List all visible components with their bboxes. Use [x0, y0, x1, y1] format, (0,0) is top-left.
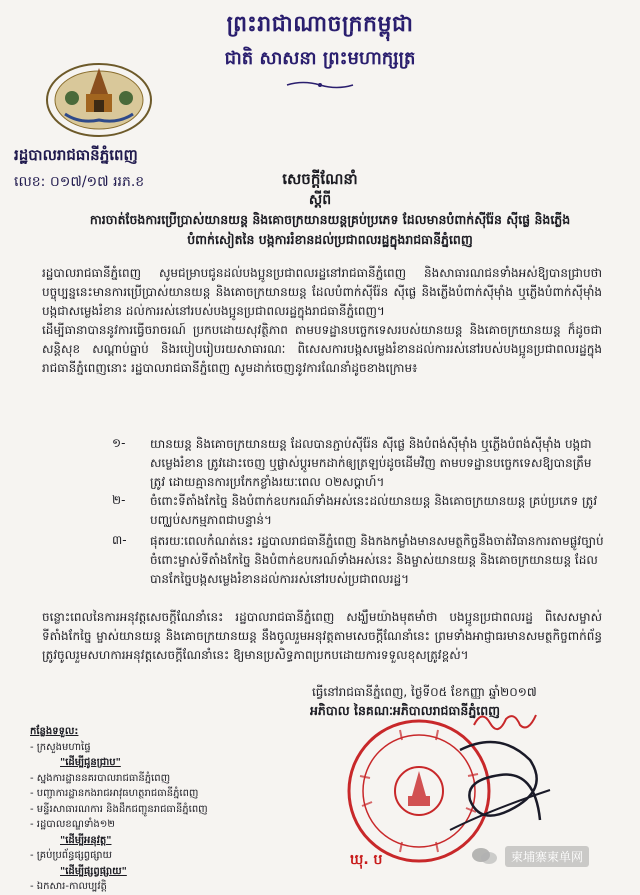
ornament-divider: [285, 80, 355, 90]
national-motto: ជាតិ សាសនា ព្រះមហាក្សត្រ: [224, 48, 416, 69]
body-paragraph-2: ដើម្បីធានាបាននូវការធ្វើចរាចរណ៍ ប្រកបដោយសុវត្ថិភាព តាមបទដ្ឋានបច្ចេកទេសរបស់យានយន្ដ និងគោចក្រយានយន្ដ ក៏ដូចជា សន្ដិសុខ សណ្ដាប់ធ្នាប់ និងរបៀបរៀបរយសាធារណៈ ពិសេសការបង្កសម្លេងរំខានដល់ការរស់នៅរបស់បងប្អូនប្រជាពលរដ្ឋក្នុងរាជធានីភ្នំពេញនោះ រដ្ឋបាលរាជធានីភ្នំពេញ សូមដាក់ចេញនូវការណែនាំដូចខាងក្រោម៖: [42, 323, 602, 375]
handwritten-signature-icon: [440, 730, 560, 840]
recipient-purpose: "ដើម្បីផ្សព្វផ្សាយ": [60, 865, 127, 877]
document-type: សេចក្ដីណែនាំ: [282, 170, 358, 188]
instruction-item: ចំពោះទីតាំងកែច្នៃ និងបំពាក់ឧបករណ៍ទាំងអស់នេះដល់យានយន្ដ និងគោចក្រយានយន្ដ គ្រប់ប្រភេទ ត្រូវបញ្ឈប់សកម្មភាពជាបន្ទាន់។: [150, 494, 598, 527]
recipient-line: - ក្រសួងមហាផ្ទៃ: [30, 741, 91, 753]
item-number: ១-: [112, 436, 126, 450]
instruction-item: ផុតរយៈពេលកំណត់នេះ រដ្ឋបាលរាជធានីភ្នំពេញ និងកងកម្លាំងមានសមត្ថកិច្ចនឹងចាត់វិធានការតាមផ្លូវច្បាប់ ចំពោះម្ចាស់ទីតាំងកែច្នៃ និងបំពាក់ឧបករណ៍ទាំងអស់នេះ និងម្ចាស់យានយន្ដ និងគោចក្រយានយន្ដ ដែលបានកែច្នៃបង្កសម្លេងរំខានដល់ការរស់នៅរបស់ប្រជាពលរដ្ឋ។: [150, 534, 604, 586]
phnom-penh-emblem-icon: [40, 58, 158, 140]
recipients-heading: កន្លែងទទួល:: [30, 726, 79, 737]
item-number: ២-: [112, 493, 126, 507]
watermark-label: 柬埔寨柬单网: [505, 846, 589, 867]
recipient-line: - ស្នងការដ្ឋាននគរបាលរាជធានីភ្នំពេញ: [30, 772, 171, 784]
body-paragraph-1: រដ្ឋបាលរាជធានីភ្នំពេញ សូមជម្រាបជូនដល់បងប្អូនប្រជាពលរដ្ឋនៅរាជធានីភ្នំពេញ និងសាធារណជនទាំងអស់ឱ្យបានជ្រាបថា បច្ចុប្បន្ននេះមានការប្រើប្រាស់យានយន្ដ និងគោចក្រយានយន្ដ ដែលបំពាក់ស៊ីរ៉ែន ស៊ីផ្លេ និងភ្លើងបំពាក់ស៊ីម៉ាំង ឬភ្លើងបំពាក់ស៊ីម៉ាំង បង្កជាសម្លេងរំខាន ដល់ការរស់នៅរបស់បងប្អូនប្រជាពលរដ្ឋក្នុងរាជធានីភ្នំពេញ។: [42, 266, 602, 318]
place-and-date: ធ្វើនៅរាជធានីភ្នំពេញ, ថ្ងៃទី០៥ ខែកញ្ញា ឆ្នាំ២០១៧: [312, 685, 537, 699]
reference-number: លេខ: ០១៧/១៧ ររភ.ខ: [14, 174, 145, 190]
recipients-list: [30, 724, 260, 895]
document-subject: ការចាត់ចែងការប្រើប្រាស់យានយន្ដ និងគោចក្រយានយន្ដគ្រប់ប្រភេទ ដែលមានបំពាក់ស៊ីរ៉ែន ស៊ីផ្លេ និងភ្លើងបំពាក់សៀតនៃ បង្កការរំខានដល់ប្រជាពលរដ្ឋក្នុងរាជធានីភ្នំពេញ: [89, 212, 571, 247]
recipient-purpose: "ដើម្បីជូនជ្រាប": [60, 757, 121, 768]
body-paragraph-3: ចន្លោះពេលនៃការអនុវត្តសេចក្ដីណែនាំនេះ រដ្ឋបាលរាជធានីភ្នំពេញ សង្ឃឹមយ៉ាងមុតមាំថា បងប្អូនប្រជាពលរដ្ឋ ពិសេសម្ចាស់ទីតាំងកែច្នៃ ម្ចាស់យានយន្ដ និងគោចក្រយានយន្ដ នឹងចូលរួមអនុវត្តតាមសេចក្ដីណែនាំនេះ ព្រមទាំងអាជ្ញាធរមានសមត្ថកិច្ចពាក់ព័ន្ធត្រូវចូលរួមសហការអនុវត្តសេចក្ដីណែនាំនេះ ឱ្យមានប្រសិទ្ធភាពប្រកបដោយការទទួលខុសត្រូវខ្ពស់។: [42, 610, 602, 662]
recipient-line: - គ្រប់ប្រព័ន្ធផ្សព្វផ្សាយ: [30, 850, 113, 861]
item-number: ៣-: [112, 533, 127, 547]
issuer-name: រដ្ឋបាលរាជធានីភ្នំពេញ: [14, 146, 138, 164]
instruction-item: យានយន្ដ និងគោចក្រយានយន្ដ ដែលបានភ្ជាប់ស៊ីរ៉ែន ស៊ីផ្លេ និងបំពង់ស៊ីម៉ាំង ឬភ្លើងបំពង់ស៊ីម៉ាំង បង្កជាសម្លេងរំខាន ត្រូវដោះចេញ ឬផ្លាស់ប្ដូរមកដាក់ឲ្យត្រឡប់ដូចដើមវិញ តាមបទដ្ឋានបច្ចេកទេសឱ្យបានត្រឹមត្រូវ ដោយគ្មានការប្រកែកខ្លាំងរយៈពេល ០២សប្ដាហ៍។: [150, 437, 592, 489]
recipient-line: - រដ្ឋបាលខណ្ឌទាំង១២: [30, 819, 115, 830]
kingdom-heading: ព្រះរាជាណាចក្រកម្ពុជា: [226, 12, 414, 37]
wechat-logo-icon: [470, 846, 498, 866]
recipient-line: - មន្ទីរសាធារណការ និងដឹកជញ្ជូនរាជធានីភ្នំពេញ: [30, 803, 208, 815]
recipient-line: - បញ្ជាការដ្ឋានកងរាជអាវុធហត្ថរាជធានីភ្នំពេញ: [30, 788, 199, 799]
signatory-title: អភិបាល នៃគណៈអភិបាលរាជធានីភ្នំពេញ: [310, 703, 501, 718]
recipient-purpose: "ដើម្បីអនុវត្ត": [60, 834, 112, 846]
stamp-footer-mark: ឃុ. ប: [350, 852, 383, 868]
document-about: ស្ដីពី: [308, 192, 332, 208]
recipient-line: - ឯកសារ-កាលប្បវត្តិ: [30, 881, 107, 892]
